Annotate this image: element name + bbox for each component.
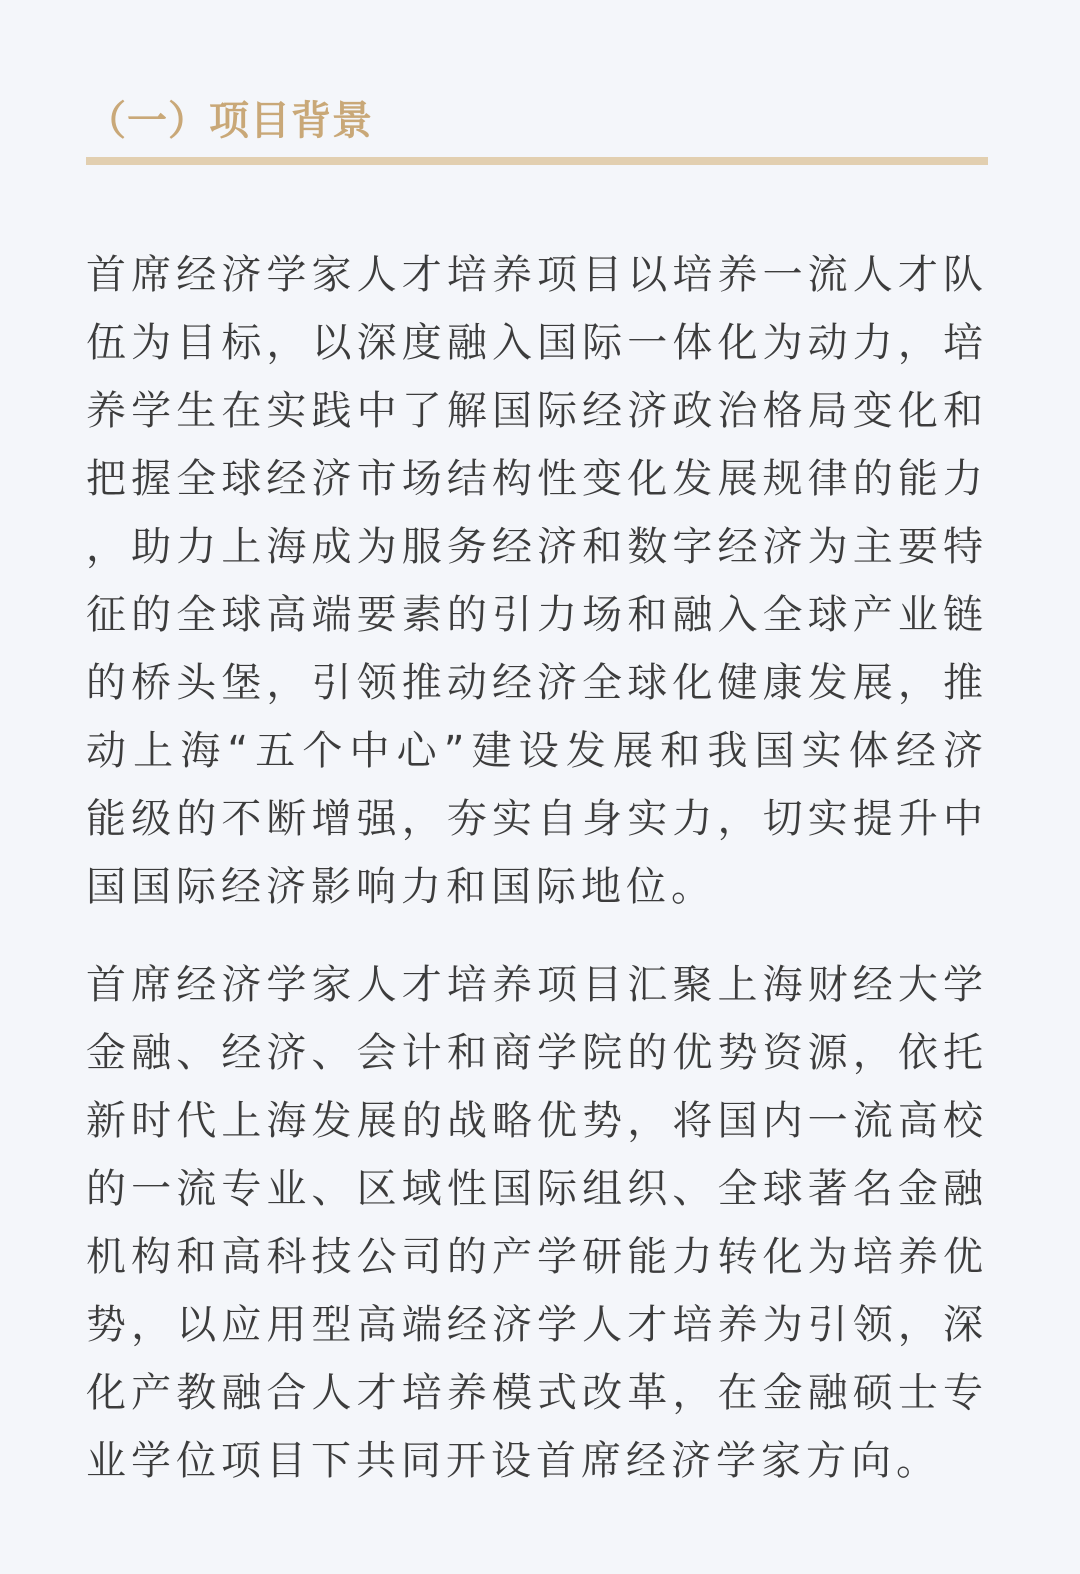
section-header <box>86 0 988 165</box>
paragraph-background-resources: 首席经济学家人才培养项目汇聚上海财经大学金融、经济、会计和商学院的优势资源，依托新时代上海发展的战略优势，将国内一流高校的一流专业、区域性国际组织、全球著名金融机构和高科技公司的产学研能力转化为培养优势，以应用型高端经济学人才培养为引领，深化产教融合人才培养模式改革，在金融硕士专业学位项目下共同开设首席经济学家方向。 <box>86 962 988 1484</box>
article-body <box>86 165 988 1495</box>
paragraph-background-goal: 首席经济学家人才培养项目以培养一流人才队伍为目标，以深度融入国际一体化为动力，培养学生在实践中了解国际经济政治格局变化和把握全球经济市场结构性变化发展规律的能力，助力上海成为服务经济和数字经济为主要特征的全球高端要素的引力场和融入全球产业链的桥头堡，引领推动经济全球化健康发展，推动上海“五个中心”建设发展和我国实体经济能级的不断增强，夯实自身实力，切实提升中国国际经济影响力和国际地位。 <box>86 252 988 910</box>
section-divider <box>86 157 988 165</box>
section-title: （一）项目背景 <box>86 98 373 144</box>
